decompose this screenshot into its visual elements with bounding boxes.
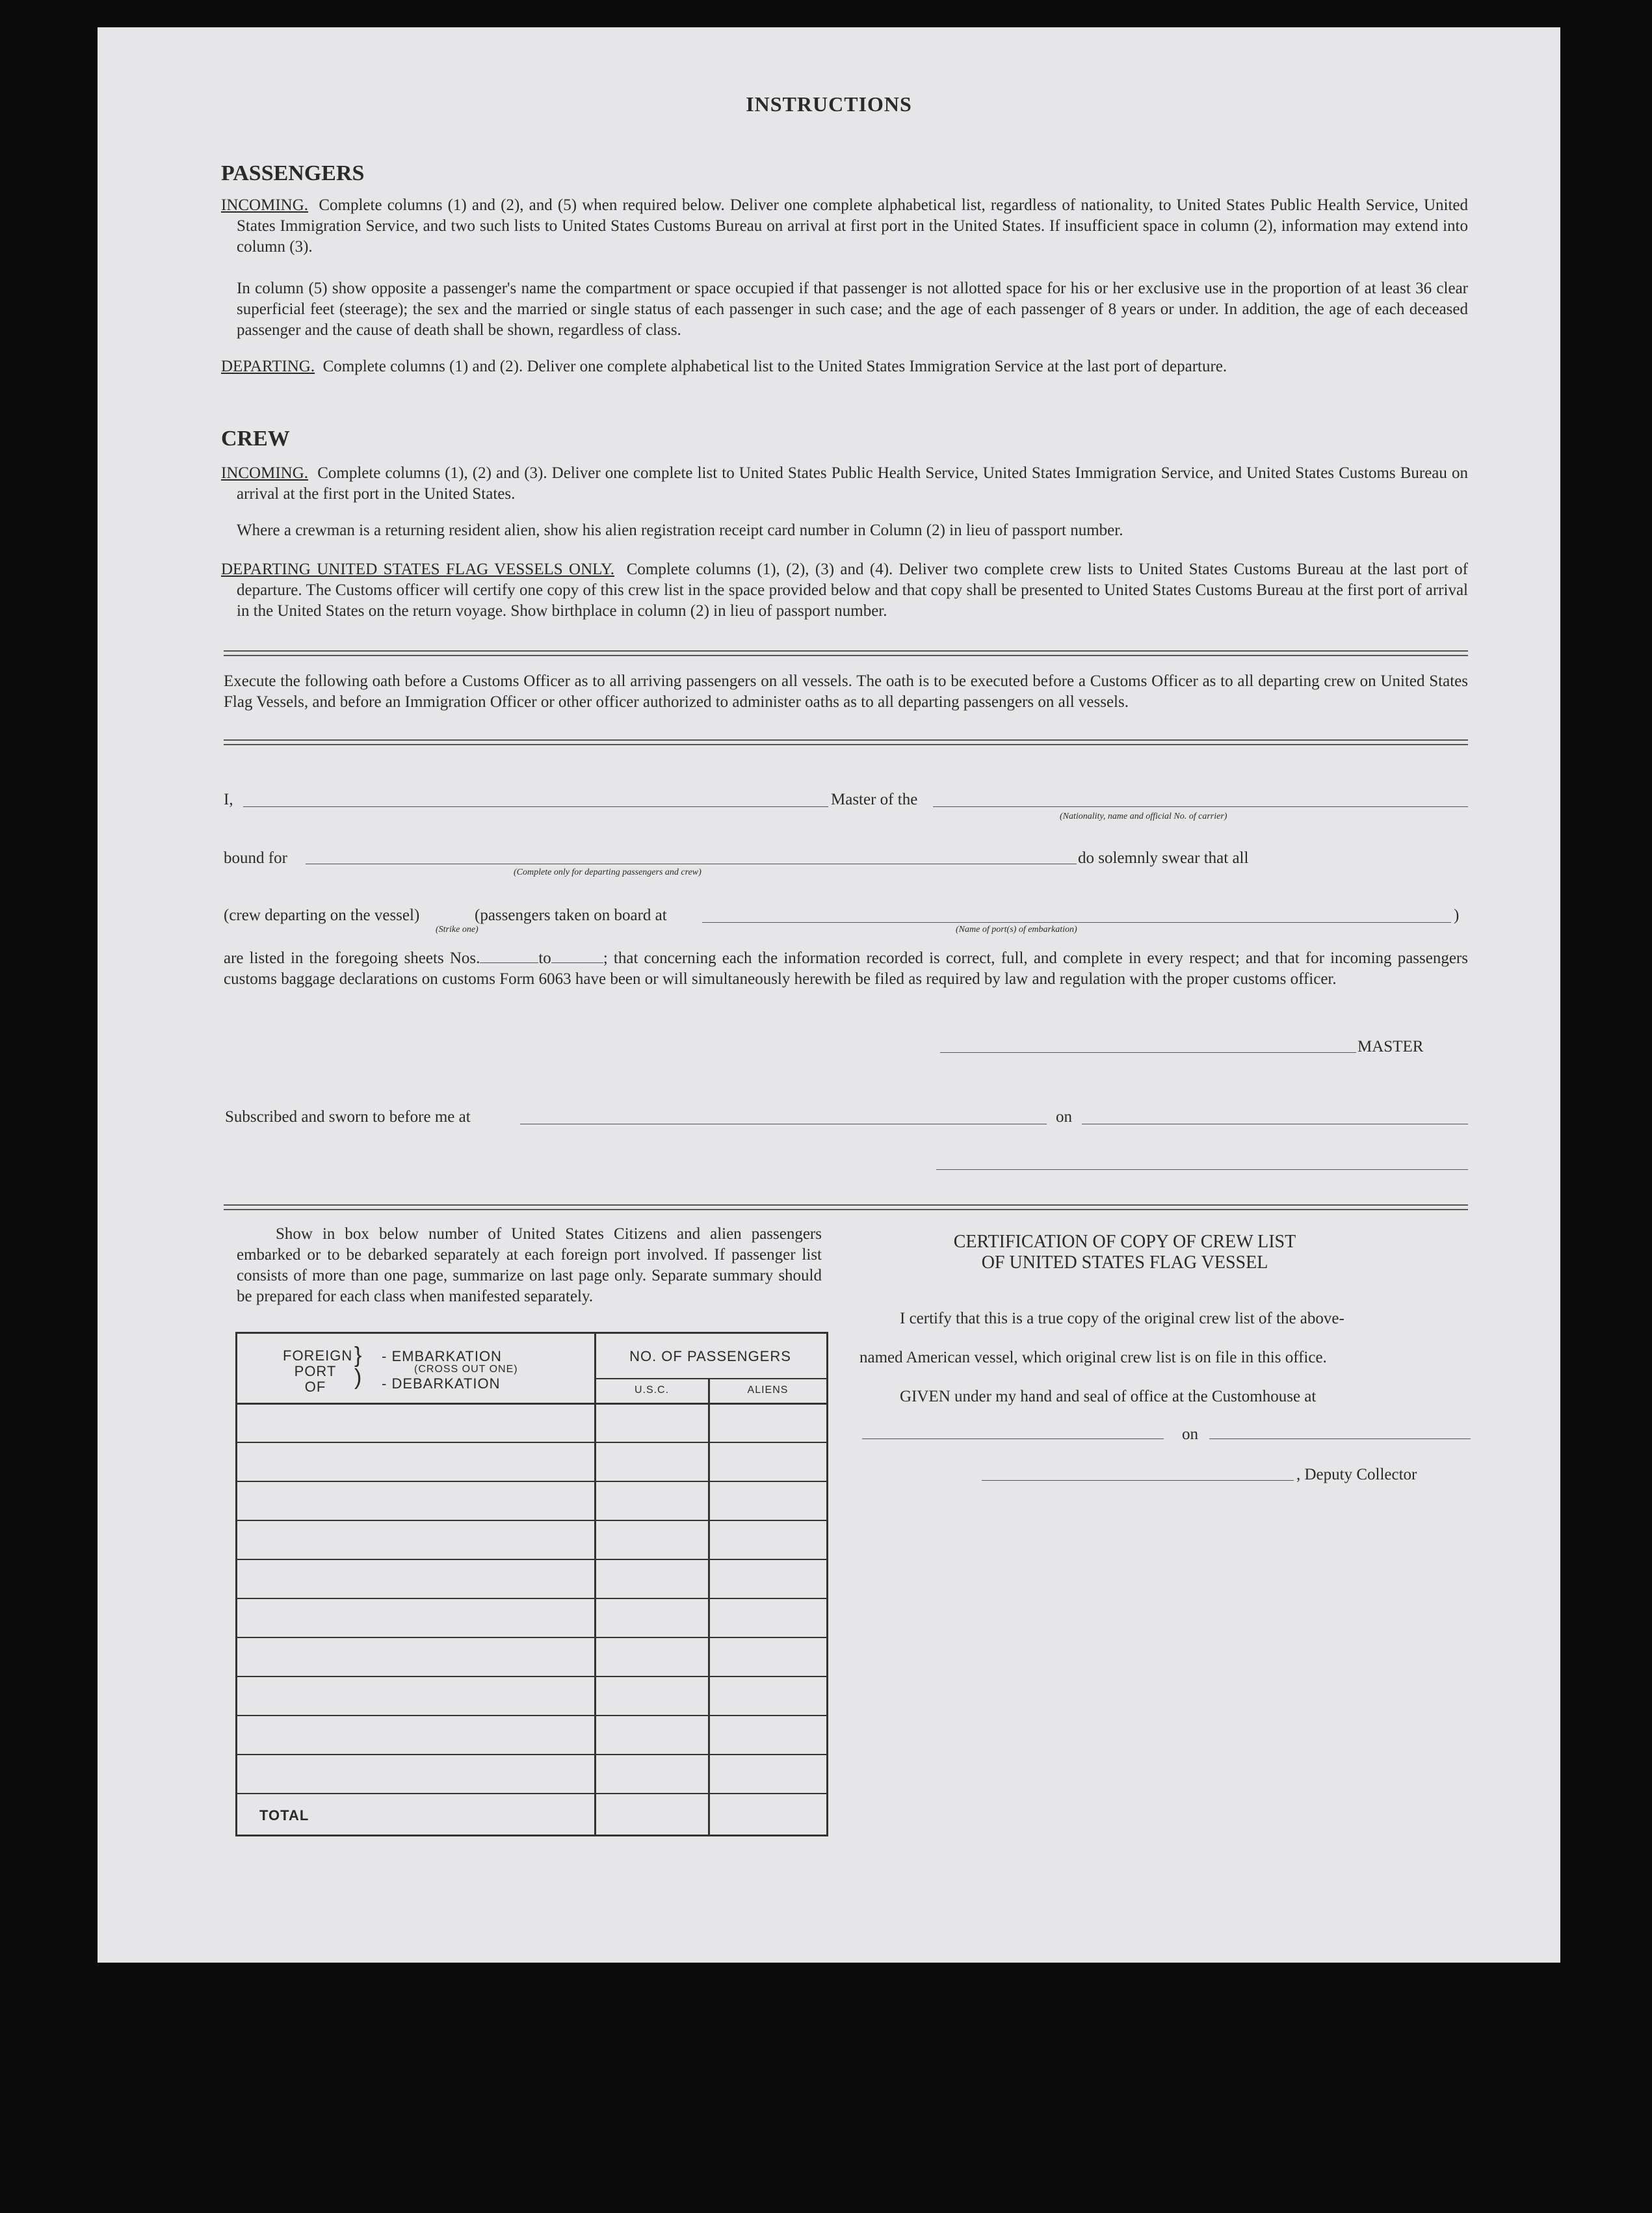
foreign-label: FOREIGN xyxy=(283,1347,353,1364)
nationality-hint: (Nationality, name and official No. of carrier) xyxy=(1060,812,1227,821)
complete-only-hint: (Complete only for departing passengers and crew) xyxy=(514,868,701,877)
column-divider xyxy=(708,1379,710,1835)
port-label: PORT xyxy=(294,1363,337,1379)
divider xyxy=(224,1204,1468,1210)
crew-incoming-label: INCOMING. xyxy=(221,464,309,482)
crew-incoming-text: Complete columns (1), (2) and (3). Deliver one complete list to United States Public Health Service, United States Immigration Service, and United States Customs Bureau on arrival at the first port in the United States. xyxy=(237,464,1468,503)
sheet-to-field[interactable] xyxy=(551,962,603,963)
cross-out-label: (CROSS OUT ONE) xyxy=(414,1364,518,1375)
table-row xyxy=(237,1637,826,1638)
crew-heading: CREW xyxy=(221,427,290,451)
usc-label: U.S.C. xyxy=(634,1385,670,1396)
embarkation-label: - EMBARKATION xyxy=(382,1348,502,1364)
officer-signature-field[interactable] xyxy=(936,1169,1468,1170)
foreign-port-of-label xyxy=(283,1347,353,1395)
table-row xyxy=(237,1559,826,1560)
table-row xyxy=(237,1442,826,1443)
oath-intro: Execute the following oath before a Customs Officer as to all arriving passengers on all vessels. The oath is to be executed before a Customs Officer as to all departing crew on United States Flag Vessels, and before an Immigration Officer or other officer authorized to administer oaths as to all departing passengers on all vessels. xyxy=(224,672,1468,711)
master-name-field[interactable] xyxy=(243,806,828,807)
no-passengers-label: NO. OF PASSENGERS xyxy=(629,1348,791,1364)
certification-title-2: OF UNITED STATES FLAG VESSEL xyxy=(981,1252,1268,1273)
certification-line2: named American vessel, which original crew list is on file in this office. xyxy=(859,1349,1327,1366)
master-signature-field[interactable] xyxy=(940,1052,1356,1053)
oath-listed-to: to xyxy=(538,949,551,967)
of-label: OF xyxy=(304,1379,326,1395)
carrier-field[interactable] xyxy=(933,806,1468,807)
crew-incoming xyxy=(221,463,1468,505)
passengers-incoming-text: Complete columns (1) and (2), and (5) when required below. Deliver one complete alphabetical list, regardless of nationality, to United States Public Health Service, United States Immigration Service, and two such lists to United States Customs Bureau on arrival at first port in the United States. If insufficient space in column (2), information may extend into column (3). xyxy=(237,196,1468,256)
passengers-departing-label: DEPARTING. xyxy=(221,358,315,375)
total-label: TOTAL xyxy=(259,1807,309,1823)
certification-on: on xyxy=(1182,1425,1198,1443)
debarkation-label: - DEBARKATION xyxy=(382,1375,501,1392)
page-title: INSTRUCTIONS xyxy=(746,92,912,116)
oath-i: I, xyxy=(224,791,233,808)
crew-departing-text: Complete columns (1), (2), (3) and (4). Deliver two complete crew lists to United States Customs Bureau at the last port of departure. The Customs officer will certify one copy of this crew list in the space provided below and that copy shall be presented to United States Customs Bureau at the first port of arrival in the United States on the return voyage. Show birthplace in column (2) in lieu of passport number. xyxy=(237,561,1468,620)
passengers-heading: PASSENGERS xyxy=(221,161,365,185)
oath-subscribed: Subscribed and sworn to before me at xyxy=(225,1108,471,1126)
oath-bound-for: bound for xyxy=(224,849,287,867)
oath-on: on xyxy=(1056,1108,1072,1126)
table-row xyxy=(237,1793,826,1794)
oath-crew-departing: (crew departing on the vessel) xyxy=(224,907,420,924)
aliens-label: ALIENS xyxy=(747,1385,789,1396)
table-row xyxy=(237,1715,826,1716)
passengers-incoming-label: INCOMING. xyxy=(221,196,309,214)
summary-text: Show in box below number of United States Citizens and alien passengers embarked or to be debarked separately at each foreign port involved. If passenger list consists of more than one page, summarize on last page only. Separate summary should be prepared for each class when manifested separately. xyxy=(237,1225,822,1305)
customhouse-field[interactable] xyxy=(862,1438,1164,1439)
oath-close-paren: ) xyxy=(1454,907,1460,924)
passengers-departing-text: Complete columns (1) and (2). Deliver one complete alphabetical list to the United States Immigration Service at the last port of departure. xyxy=(322,358,1227,375)
crew-departing xyxy=(221,559,1468,622)
table-row xyxy=(237,1481,826,1482)
passengers-departing xyxy=(221,356,1468,377)
oath-listed-b: ; that concerning each the information recorded is correct, full, and complete in every respect; and that for incoming passengers customs baggage declarations on customs Form 6063 have been or will simultaneously herewith be filed as required by law and regulation with the proper customs officer. xyxy=(224,949,1468,988)
passengers-incoming xyxy=(221,195,1468,258)
header-bottom xyxy=(237,1403,826,1405)
sheet-from-field[interactable] xyxy=(480,962,538,963)
passenger-summary-table xyxy=(235,1332,828,1836)
deputy-collector-label: , Deputy Collector xyxy=(1296,1466,1417,1483)
header-divider xyxy=(594,1378,826,1379)
certification-title-1: CERTIFICATION OF COPY OF CREW LIST xyxy=(953,1232,1296,1252)
divider xyxy=(224,650,1468,656)
oath-passengers-taken: (passengers taken on board at xyxy=(475,907,667,924)
table-row xyxy=(237,1754,826,1755)
oath-master: MASTER xyxy=(1357,1038,1424,1055)
deputy-signature-field[interactable] xyxy=(982,1480,1294,1481)
oath-listed xyxy=(224,948,1468,990)
brace-icon: } ) xyxy=(354,1343,362,1390)
certification-line1: I certify that this is a true copy of the original crew list of the above- xyxy=(900,1310,1344,1327)
table-row xyxy=(237,1676,826,1677)
passengers-column5: In column (5) show opposite a passenger's name the compartment or space occupied if that passenger is not allotted space for his or her exclusive use in the proportion of at least 36 clear superficial feet (steerage); the sex and the married or single status of each passenger in such case; and the age of each passenger of 8 years or under. In addition, the age of each deceased passenger and the cause of death shall be shown, regardless of class. xyxy=(237,280,1468,339)
port-hint: (Name of port(s) of embarkation) xyxy=(956,925,1077,934)
certification-date-field[interactable] xyxy=(1209,1438,1471,1439)
crew-departing-label: DEPARTING UNITED STATES FLAG VESSELS ONLY. xyxy=(221,561,614,578)
oath-master-of-the: Master of the xyxy=(831,791,918,808)
certification-title xyxy=(832,1232,1417,1273)
crew-resident: Where a crewman is a returning resident alien, show his alien registration receipt card number in Column (2) in lieu of passport number. xyxy=(237,522,1123,539)
port-embarkation-field[interactable] xyxy=(702,922,1451,923)
oath-listed-a: are listed in the foregoing sheets Nos. xyxy=(224,949,480,967)
form-page xyxy=(98,27,1560,1963)
oath-solemnly-swear: do solemnly swear that all xyxy=(1078,849,1249,867)
divider xyxy=(224,739,1468,745)
column-divider xyxy=(594,1334,596,1835)
strike-one-hint: (Strike one) xyxy=(436,925,479,934)
table-row xyxy=(237,1520,826,1521)
table-row xyxy=(237,1598,826,1599)
certification-line3: GIVEN under my hand and seal of office at the Customhouse at xyxy=(900,1388,1317,1405)
